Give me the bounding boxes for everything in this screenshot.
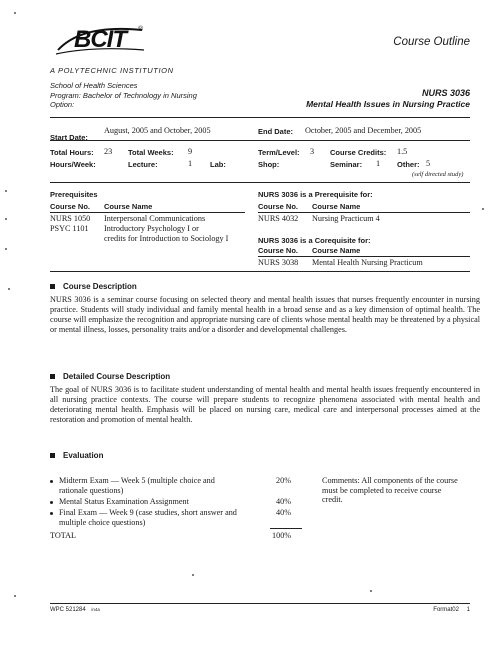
lecture-value: 1 bbox=[188, 159, 193, 168]
bcit-logo bbox=[52, 20, 152, 60]
section-bullet-icon bbox=[50, 453, 55, 458]
evaluation-item: Midterm Exam — Week 5 (multiple choice and rationale questions) bbox=[50, 476, 260, 495]
prereq-col-course-name: Course Name bbox=[104, 202, 153, 211]
end-date-value: October, 2005 and December, 2005 bbox=[305, 126, 422, 135]
lecture-label: Lecture: bbox=[128, 160, 158, 169]
prereq-row-no: PSYC 1101 bbox=[50, 224, 89, 233]
prerequisites-heading: Prerequisites bbox=[50, 190, 98, 199]
footer-divider bbox=[50, 603, 470, 604]
coreq-heading: NURS 3036 is a Corequisite for: bbox=[258, 236, 371, 245]
header-divider bbox=[50, 117, 470, 118]
course-description-text: NURS 3036 is a seminar course focusing on selected theory and mental health issues that nurses frequently encounter in nursing practice. Students will study individual and family mental health in a broad sense and as a key dimension of optimal health. The course will emphasize the recognition and appropriate nursing care of clients whose mental health may be threatened by a physical or mental illness, losses, personality traits and/or a disorder and developmental challenges. bbox=[50, 295, 480, 334]
start-date-value: August, 2005 and October, 2005 bbox=[104, 126, 211, 135]
program-name: Program: Bachelor of Technology in Nursing bbox=[50, 90, 197, 100]
school-name: School of Health Sciences bbox=[50, 81, 138, 90]
scan-speck bbox=[370, 590, 372, 592]
prereq-col-course-no: Course No. bbox=[50, 202, 91, 211]
evaluation-item-percent: 20% bbox=[276, 476, 292, 485]
section-title: Evaluation bbox=[63, 451, 104, 460]
section-bullet-icon bbox=[50, 374, 55, 379]
coreq-col-course-no: Course No. bbox=[258, 246, 299, 255]
document-type: Course Outline bbox=[393, 36, 470, 48]
logo-wordmark: BCIT bbox=[74, 26, 126, 53]
hours-week-label: Hours/Week: bbox=[50, 160, 96, 169]
dates-divider bbox=[50, 140, 470, 141]
other-value: 5 bbox=[426, 159, 431, 168]
bullet-dot-icon bbox=[50, 480, 53, 483]
other-label: Other: bbox=[397, 160, 420, 169]
total-weeks-label: Total Weeks: bbox=[128, 148, 174, 157]
term-level-label: Term/Level: bbox=[258, 148, 300, 157]
total-weeks-value: 9 bbox=[188, 147, 193, 156]
evaluation-item-percent: 40% bbox=[276, 508, 292, 517]
prereq-divider bbox=[50, 212, 245, 213]
end-date-label: End Date: bbox=[258, 127, 294, 136]
course-code: NURS 3036 bbox=[421, 88, 470, 98]
footer-format: Format02 bbox=[433, 607, 459, 613]
evaluation-total-value: 100% bbox=[272, 531, 292, 540]
option-label: Option: bbox=[50, 100, 75, 109]
scan-speck bbox=[482, 208, 484, 210]
evaluation-item-percent: 40% bbox=[276, 497, 292, 506]
scan-speck bbox=[5, 248, 7, 250]
term-level-value: 3 bbox=[310, 147, 315, 156]
prereq-for-row-no: NURS 4032 bbox=[258, 214, 299, 223]
section-title: Detailed Course Description bbox=[63, 372, 171, 381]
evaluation-item: Final Exam — Week 9 (case studies, short answer and multiple choice questions) bbox=[50, 508, 265, 527]
section-title: Course Description bbox=[63, 282, 137, 291]
lab-label: Lab: bbox=[210, 160, 226, 169]
prereq-for-heading: NURS 3036 is a Prerequisite for: bbox=[258, 190, 373, 199]
section-bullet-icon bbox=[50, 284, 55, 289]
scan-speck bbox=[5, 218, 7, 220]
total-hours-value: 23 bbox=[104, 147, 113, 156]
bullet-dot-icon bbox=[50, 501, 53, 504]
scan-speck bbox=[8, 288, 10, 290]
start-date-label: Start Date: bbox=[50, 133, 88, 142]
other-note: (self directed study) bbox=[412, 171, 464, 178]
scan-speck bbox=[14, 595, 16, 597]
evaluation-comments: Comments: All components of the course must be completed to receive course credit. bbox=[322, 476, 458, 504]
evaluation-total-label: TOTAL bbox=[50, 531, 77, 540]
trademark-icon: ® bbox=[138, 26, 144, 33]
prereq-row-name: credits for Introduction to Sociology I bbox=[104, 234, 229, 243]
detailed-description-heading bbox=[50, 372, 170, 381]
footer-page-number: 1 bbox=[466, 607, 470, 613]
footer-right bbox=[433, 607, 470, 613]
prereq-for-col-course-name: Course Name bbox=[312, 202, 361, 211]
prereq-for-col-course-no: Course No. bbox=[258, 202, 299, 211]
requisites-divider bbox=[50, 271, 470, 272]
tagline: A POLYTECHNIC INSTITUTION bbox=[50, 66, 174, 75]
coreq-col-course-name: Course Name bbox=[312, 246, 361, 255]
school-info bbox=[50, 81, 197, 110]
prereq-row-no: NURS 1050 bbox=[50, 214, 91, 223]
scan-speck bbox=[14, 12, 16, 14]
scan-speck bbox=[192, 574, 194, 576]
hours-divider bbox=[50, 182, 470, 183]
course-description-heading bbox=[50, 282, 137, 291]
course-title: Mental Health Issues in Nursing Practice bbox=[306, 99, 470, 109]
shop-label: Shop: bbox=[258, 160, 280, 169]
footer-left bbox=[50, 607, 100, 613]
total-hours-label: Total Hours: bbox=[50, 148, 94, 157]
coreq-row-name: Mental Health Nursing Practicum bbox=[312, 258, 423, 267]
prereq-row-name: Interpersonal Communications bbox=[104, 214, 206, 223]
coreq-row-no: NURS 3038 bbox=[258, 258, 299, 267]
coreq-divider bbox=[258, 256, 470, 257]
scan-speck bbox=[5, 190, 7, 192]
seminar-value: 1 bbox=[376, 159, 381, 168]
prereq-row-name: Introductory Psychology I or bbox=[104, 224, 199, 233]
footer-doc-id: WPC 521284 bbox=[50, 607, 86, 613]
course-credits-label: Course Credits: bbox=[330, 148, 387, 157]
total-rule bbox=[270, 528, 302, 529]
prereq-for-row-name: Nursing Practicum 4 bbox=[312, 214, 380, 223]
prereq-for-divider bbox=[258, 212, 470, 213]
bullet-dot-icon bbox=[50, 512, 53, 515]
evaluation-heading bbox=[50, 451, 103, 460]
footer-doc-suffix: in4a bbox=[91, 607, 100, 612]
evaluation-item: Mental Status Examination Assignment bbox=[50, 497, 260, 507]
course-credits-value: 1.5 bbox=[397, 147, 408, 156]
start-date-row bbox=[50, 127, 88, 145]
seminar-label: Seminar: bbox=[330, 160, 363, 169]
detailed-description-text: The goal of NURS 3036 is to facilitate student understanding of mental health and mental health issues frequently encountered in all nursing practice contexts. The course will prepare students to recognize phenomena associated with mental health and deteriorating mental health. Emphasis will be placed on nursing care, medical care and interpersonal processes aimed at the restoration and promotion of mental health. bbox=[50, 385, 480, 424]
